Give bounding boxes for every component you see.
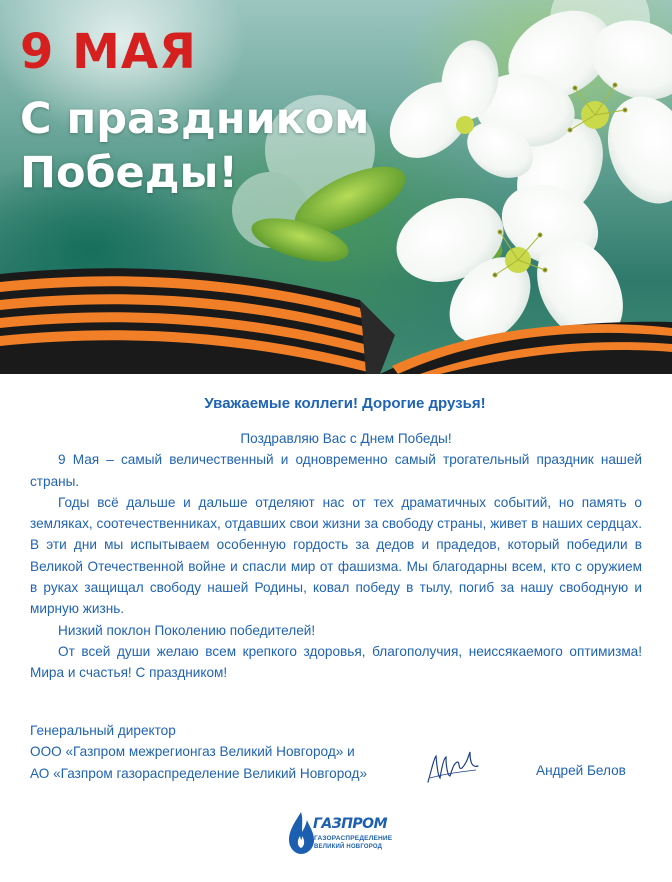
letter-body: [30, 428, 642, 684]
hero-title: С праздником Победы!: [20, 94, 370, 198]
greeting-heading: Уважаемые коллеги! Дорогие друзья!: [204, 395, 486, 412]
signer-company-2: АО «Газпром газораспределение Великий Новгород»: [30, 765, 368, 781]
logo-name: ГАЗПРОМ: [313, 816, 388, 832]
signature-block: [30, 720, 370, 784]
signer-name: Андрей Белов: [536, 763, 626, 778]
gazprom-logo: [287, 810, 397, 858]
date-title: 9 МАЯ: [20, 24, 197, 80]
paragraph: От всей души желаю всем крепкого здоровья, благополучия, неиссякаемого оптимизма! Мира и счастья! С праздником!: [30, 643, 642, 681]
handwritten-signature: [424, 748, 484, 788]
paragraph: 9 Мая – самый величественный и одновременно самый трогательный праздник нашей страны.: [30, 452, 642, 489]
paragraph: Низкий поклон Поколению победителей!: [58, 622, 316, 638]
logo-subtitle: ГАЗОРАСПРЕДЕЛЕНИЕ: [314, 835, 393, 842]
signer-company-1: ООО «Газпром межрегионгаз Великий Новгород» и: [30, 744, 355, 760]
logo-region: ВЕЛИКИЙ НОВГОРОД: [314, 844, 383, 850]
paragraph: Годы всё дальше и дальше отделяют нас от тех драматичных событий, но память о земляках, соотечественниках, отдавших свои жизни за свободу страны, живет в наших сердцах. В эти дни мы испытываем особенную гордость за дедов и прадедов, который победили в Великой Отечественной войне и спасли мир от фашизма. Мы благодарны всем, кто с оружием в руках защищал свободу нашей Родины, ковал победу в тылу, погиб за нашу свободную и мирную жизнь.: [30, 494, 642, 617]
signer-position: Генеральный директор: [30, 723, 176, 738]
hero-banner: [0, 0, 672, 374]
congrats-line: Поздравляю Вас с Днем Победы!: [240, 431, 452, 446]
